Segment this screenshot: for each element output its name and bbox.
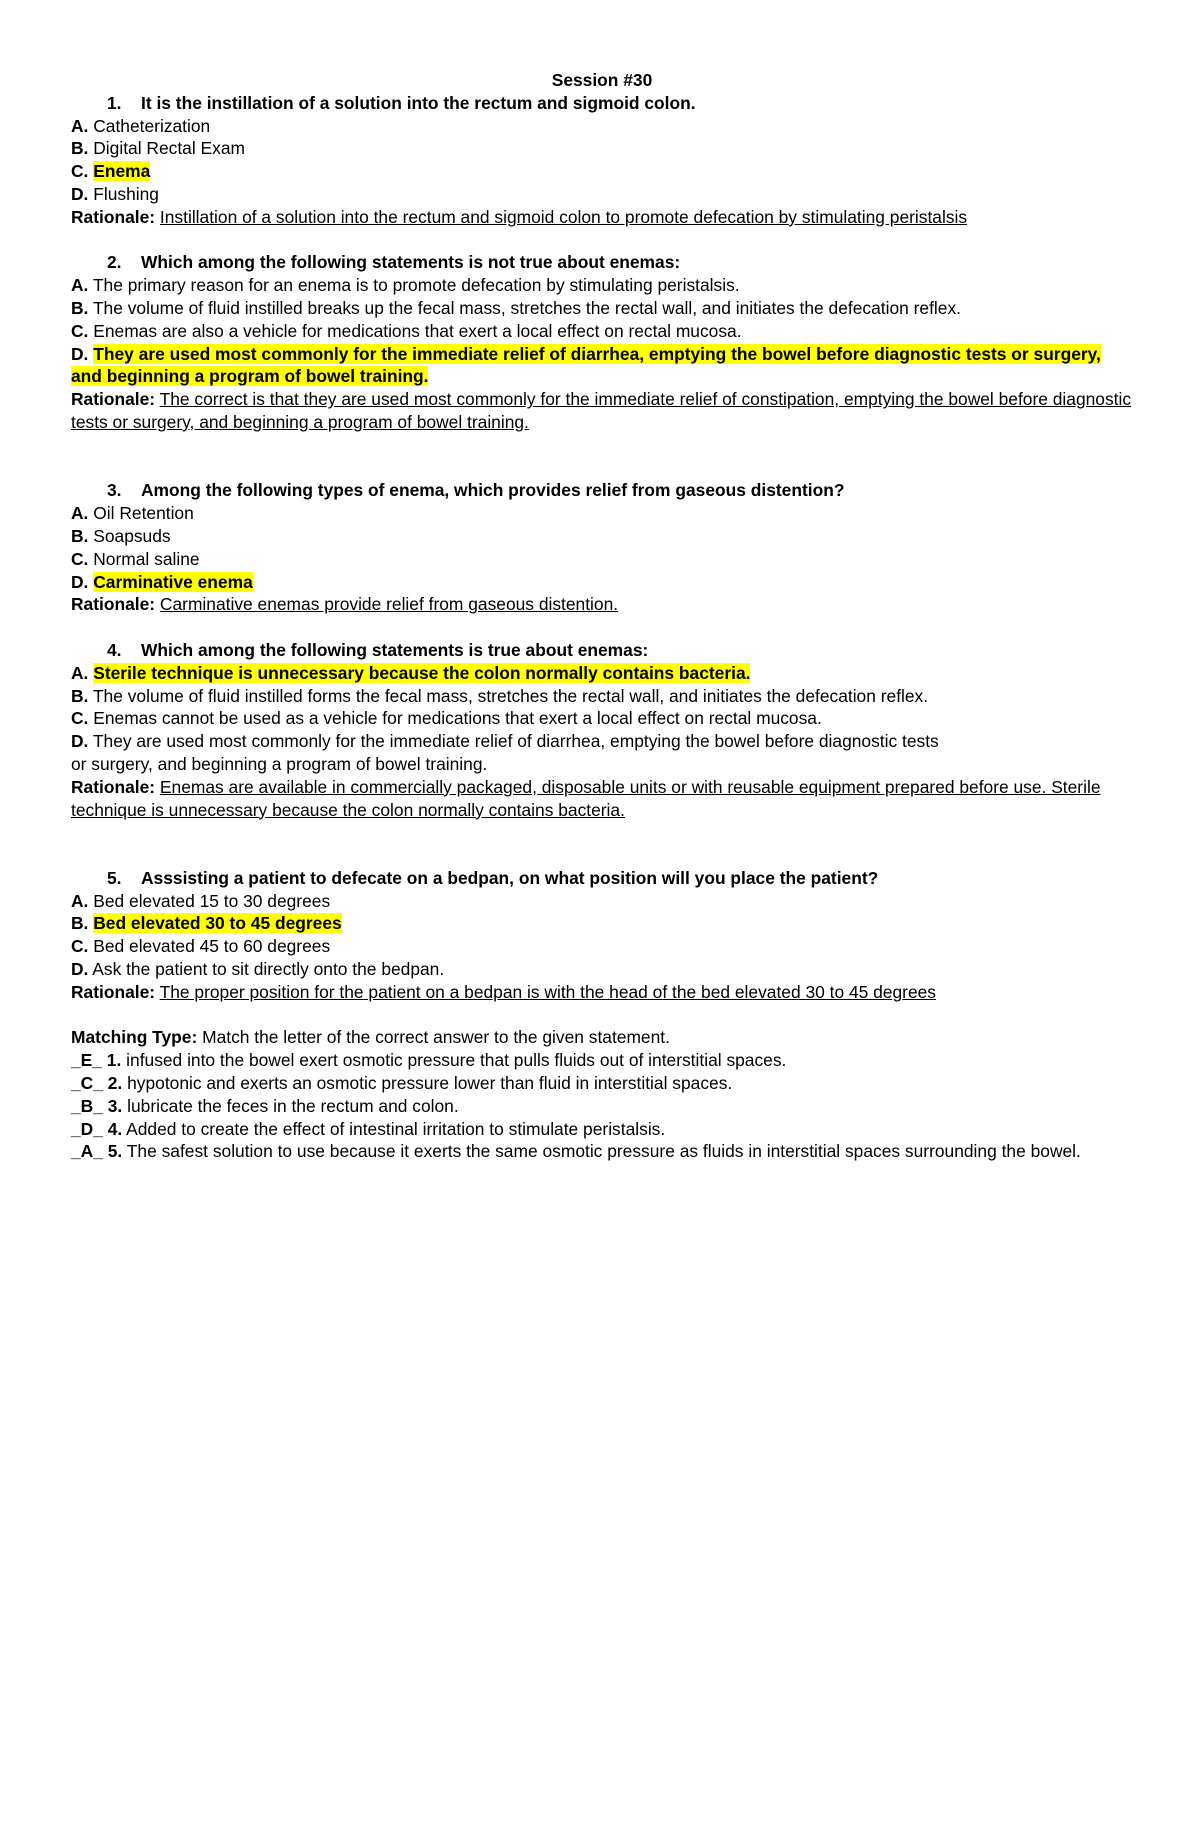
option-2d-answer: D. They are used most commonly for the immediate relief of diarrhea, emptying the bowel before diagnostic tests or surgery, and beginning a program of bowel training. [71,343,1101,387]
option-5c: C. Bed elevated 45 to 60 degrees [71,936,331,957]
option-1d: D. Flushing [71,183,159,204]
matching-item-5: _A_ 5. The safest solution to use because it exerts the same osmotic pressure as fluids in interstitial spaces surrounding the bowel. [71,1141,1081,1162]
rationale-5: Rationale: The proper position for the patient on a bedpan is with the head of the bed elevated 30 to 45 degrees [71,981,936,1002]
matching-item-2: _C_ 2. hypotonic and exerts an osmotic pressure lower than fluid in interstitial spaces. [71,1073,733,1094]
option-3c: C. Normal saline [71,548,200,569]
option-4c: C. Enemas cannot be used as a vehicle for medications that exert a local effect on rectal mucosa. [71,708,822,729]
matching-item-1: _E_ 1. infused into the bowel exert osmotic pressure that pulls fluids out of interstitial spaces. [71,1050,787,1071]
option-5a: A. Bed elevated 15 to 30 degrees [71,890,331,911]
option-3b: B. Soapsuds [71,525,171,546]
question-5: 5. Asssisting a patient to defecate on a bedpan, on what position will you place the patient? [107,867,879,888]
question-4: 4. Which among the following statements is true about enemas: [107,639,649,660]
option-1c-answer: C. Enema [71,161,151,182]
matching-item-3: _B_ 3. lubricate the feces in the rectum and colon. [71,1095,459,1116]
option-3a: A. Oil Retention [71,503,194,524]
option-5b-answer: B. Bed elevated 30 to 45 degrees [71,913,342,934]
question-1: 1. It is the instillation of a solution into the rectum and sigmoid colon. [107,92,696,113]
option-4d-continued: or surgery, and beginning a program of bowel training. [71,753,488,774]
rationale-4: Rationale: Enemas are available in commercially packaged, disposable units or with reusable equipment prepared before use. Sterile technique is unnecessary because the colon normally contains bacteria. [71,776,1101,820]
rationale-3: Rationale: Carminative enemas provide relief from gaseous distention. [71,594,619,615]
question-2: 2. Which among the following statements is not true about enemas: [107,252,681,273]
rationale-1: Rationale: Instillation of a solution into the rectum and sigmoid colon to promote defecation by stimulating peristalsis [71,206,968,227]
session-title: Session #30 [551,70,653,90]
matching-header: Matching Type: Match the letter of the correct answer to the given statement. [71,1027,670,1048]
option-4a-answer: A. Sterile technique is unnecessary because the colon normally contains bacteria. [71,662,751,683]
option-5d: D. Ask the patient to sit directly onto the bedpan. [71,959,445,980]
option-4b: B. The volume of fluid instilled forms the fecal mass, stretches the rectal wall, and initiates the defecation reflex. [71,685,929,706]
option-2b: B. The volume of fluid instilled breaks up the fecal mass, stretches the rectal wall, and initiates the defecation reflex. [71,297,961,318]
document-content [71,69,1133,1163]
question-3: 3. Among the following types of enema, which provides relief from gaseous distention? [107,480,845,501]
matching-item-4: _D_ 4. Added to create the effect of intestinal irritation to stimulate peristalsis. [71,1118,666,1139]
rationale-2: Rationale: The correct is that they are used most commonly for the immediate relief of constipation, emptying the bowel before diagnostic tests or surgery, and beginning a program of bowel training. [71,389,1132,432]
option-2c: C. Enemas are also a vehicle for medications that exert a local effect on rectal mucosa. [71,320,742,341]
option-1a: A. Catheterization [71,115,211,136]
option-1b: B. Digital Rectal Exam [71,138,245,159]
option-2a: A. The primary reason for an enema is to promote defecation by stimulating peristalsis. [71,275,740,296]
option-3d-answer: D. Carminative enema [71,571,253,592]
option-4d: D. They are used most commonly for the immediate relief of diarrhea, emptying the bowel before diagnostic tests [71,731,939,752]
